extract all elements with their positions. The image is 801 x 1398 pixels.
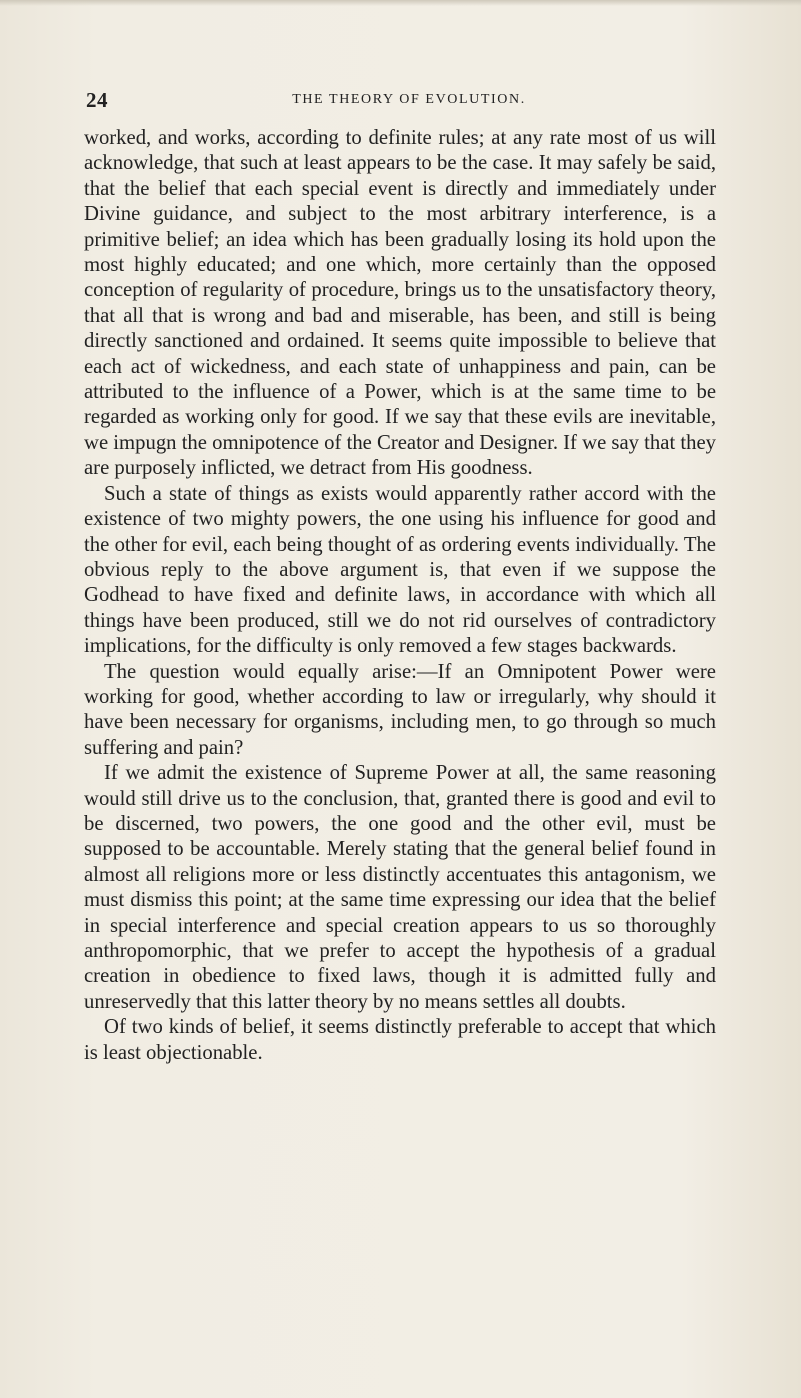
paragraph-5: Of two kinds of belief, it seems distinctly preferable to accept that which is least objectionable. [84,1016,716,1064]
running-head: THE THEORY OF EVOLUTION. [292,92,526,107]
page-number: 24 [86,88,108,112]
paragraph-4: If we admit the existence of Supreme Power at all, the same reasoning would still drive us to the conclusion, that, granted there is good and evil to be discerned, two powers, the one good and the other evil, must be supposed to be accountable. Merely stating that the general belief found in almost all religions more or less distinctly accentuates this antagonism, we must dismiss this point; at the same time expressing our idea that the belief in special interference and special creation appears to us so thoroughly anthropomorphic, that we prefer to accept the hypothesis of a gradual creation in obedience to fixed laws, though it is admitted fully and unreservedly that this latter theory by no means settles all doubts. [84,762,716,1013]
paragraph-1: worked, and works, according to definite rules; at any rate most of us will acknowledge, that such at least appears to be the case. It may safely be said, that the belief that each special event is directly and immediately under Divine guidance, and subject to the most arbitrary interference, is a primitive belief; an idea which has been gradually losing its hold upon the most highly educated; and one which, more certainly than the opposed conception of regularity of procedure, brings us to the unsatisfactory theory, that all that is wrong and bad and miserable, has been, and still is being directly sanctioned and ordained. It seems quite impossible to believe that each act of wickedness, and each state of unhappiness and pain, can be attributed to the influence of a Power, which is at the same time to be regarded as working only for good. If we say that these evils are inevitable, we impugn the omnipotence of the Creator and Designer. If we say that they are purposely inflicted, we detract from His goodness. [84,127,716,480]
body-text [84,126,716,1066]
page-top-edge [0,0,801,6]
paragraph-2: Such a state of things as exists would apparently rather accord with the existence of two mighty powers, the one using his influence for good and the other for evil, each being thought of as ordering events individually. The obvious reply to the above argument is, that even if we suppose the Godhead to have fixed and definite laws, in accordance with which all things have been produced, still we do not rid ourselves of contradictory implications, for the difficulty is only removed a few stages backwards. [84,482,716,658]
page-header [86,88,720,118]
paragraph-3: The question would equally arise:—If an Omnipotent Power were working for good, whether according to law or irregularly, why should it have been necessary for organisms, including men, to go through so much suffering and pain? [84,660,716,759]
